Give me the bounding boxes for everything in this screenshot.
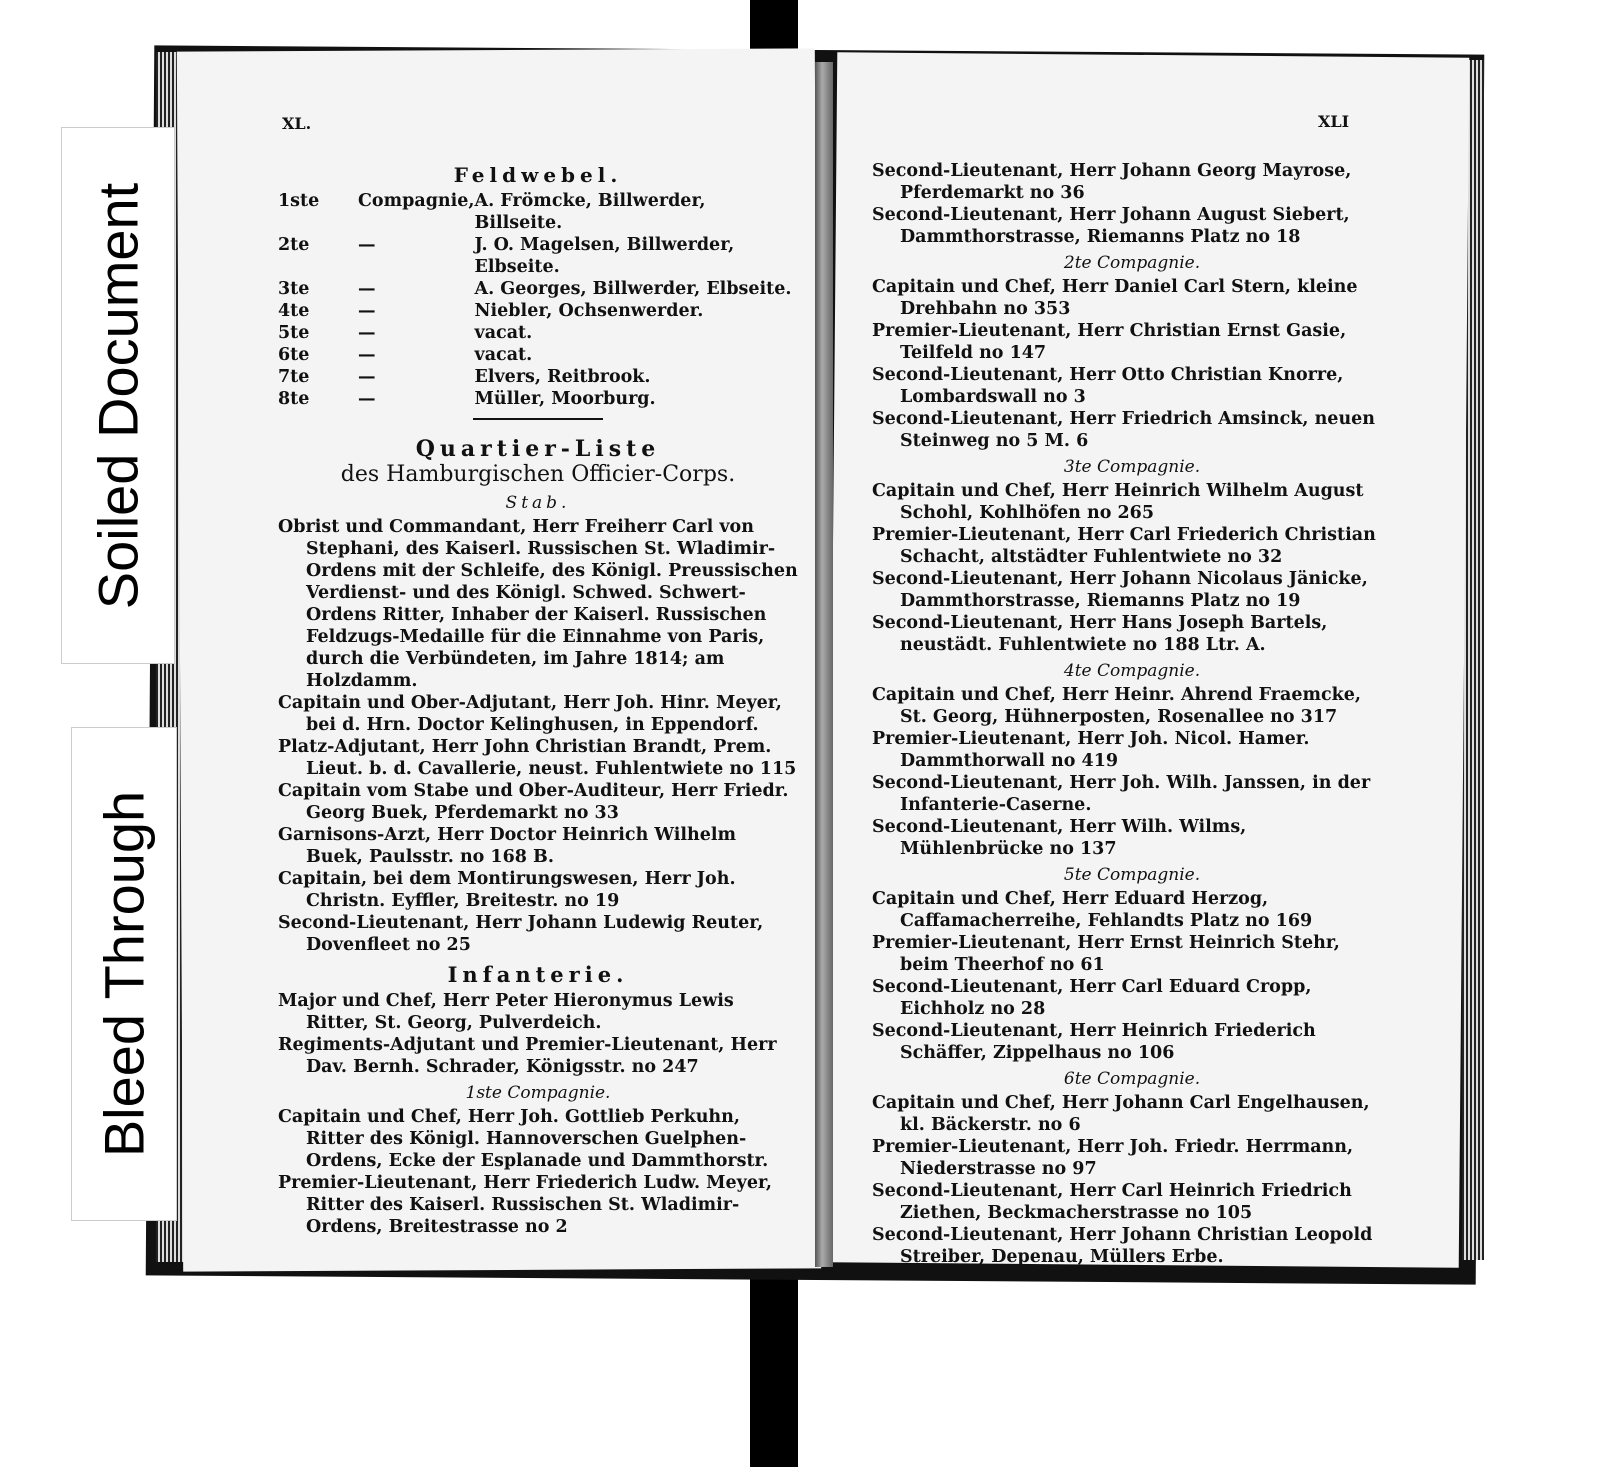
list-item: Premier-Lieutenant, Herr Joh. Nicol. Hamer. Dammthorwall no 419: [872, 729, 1310, 771]
company-4-heading: 4te Compagnie.: [1063, 661, 1201, 681]
list-item: Obrist und Commandant, Herr Freiherr Carl von Stephani, des Kaiserl. Russischen St. Wladimir-Ordens mit der Schleife, des Königl. Preussischen Verdienst- und des Königl. Schwed. Schwert-Ordens Ritter, Inhaber der Kaiserl. Russischen Feldzugs-Medaille für die Einnahme von Paris, durch die Verbündeten, im Jahre 1814; am Holzdamm.: [278, 517, 798, 691]
section-divider: [473, 418, 603, 420]
list-item: Regiments-Adjutant und Premier-Lieutenant, Herr Dav. Bernh. Schrader, Königsstr. no 247: [278, 1035, 777, 1077]
list-item: Capitain und Chef, Herr Joh. Gottlieb Perkuhn, Ritter des Königl. Hannoverschen Guelphen-Ordens, Ecke der Esplanade und Dammthorstr.: [278, 1107, 769, 1171]
table-row: 7te — Elvers, Reitbrook.: [278, 367, 651, 387]
list-item: Major und Chef, Herr Peter Hieronymus Lewis Ritter, St. Georg, Pulverdeich.: [278, 991, 734, 1033]
feldwebel-heading: Feldwebel.: [453, 163, 623, 187]
list-item: Capitain und Ober-Adjutant, Herr Joh. Hinr. Meyer, bei d. Hrn. Doctor Kelinghusen, in Eppendorf.: [278, 693, 782, 735]
list-item: Capitain und Chef, Herr Johann Carl Engelhausen, kl. Bäckerstr. no 6: [872, 1093, 1370, 1135]
list-item: Second-Lieutenant, Herr Friedrich Amsinck, neuen Steinweg no 5 M. 6: [872, 409, 1376, 451]
soiled-document-text: Soiled Document: [86, 182, 150, 609]
right-folio: XLI: [1318, 112, 1350, 131]
company-2-heading: 2te Compagnie.: [1063, 253, 1201, 273]
table-row: 5te — vacat.: [278, 323, 533, 343]
list-item: Premier-Lieutenant, Herr Friederich Ludw. Meyer, Ritter des Kaiserl. Russischen St. Wladimir-Ordens, Breitestrasse no 2: [278, 1173, 773, 1237]
list-item: Capitain vom Stabe und Ober-Auditeur, Herr Friedr. Georg Buek, Pferdemarkt no 33: [278, 781, 789, 823]
quartier-liste-heading: Quartier-Liste: [415, 436, 661, 462]
list-item: Second-Lieutenant, Herr Johann Ludewig Reuter, Dovenfleet no 25: [278, 913, 764, 955]
left-folio: XL.: [282, 114, 312, 133]
list-item: Capitain und Chef, Herr Heinrich Wilhelm August Schohl, Kohlhöfen no 265: [872, 481, 1364, 523]
right-page-text: [872, 160, 1392, 1268]
feldwebel-table: [278, 190, 798, 410]
list-item: Garnisons-Arzt, Herr Doctor Heinrich Wilhelm Buek, Paulsstr. no 168 B.: [278, 825, 737, 867]
list-item: Platz-Adjutant, Herr John Christian Brandt, Prem. Lieut. b. d. Cavallerie, neust. Fuhlentwiete no 115: [278, 737, 797, 779]
list-item: Second-Lieutenant, Herr Carl Heinrich Friedrich Ziethen, Beckmacherstrasse no 105: [872, 1181, 1352, 1223]
table-row: 1ste Compagnie, A. Frömcke, Billwerder, Billseite.: [278, 191, 706, 233]
list-item: Premier-Lieutenant, Herr Carl Friederich Christian Schacht, altstädter Fuhlentwiete no 32: [872, 525, 1376, 567]
table-row: 4te — Niebler, Ochsenwerder.: [278, 301, 704, 321]
list-item: Second-Lieutenant, Herr Otto Christian Knorre, Lombardswall no 3: [872, 365, 1344, 407]
bleed-through-label: [72, 728, 176, 1220]
list-item: Second-Lieutenant, Herr Heinrich Friederich Schäffer, Zippelhaus no 106: [872, 1021, 1316, 1063]
table-row: 3te — A. Georges, Billwerder, Elbseite.: [278, 279, 792, 299]
stab-heading: Stab.: [505, 493, 571, 513]
list-item: Second-Lieutenant, Herr Johann Georg Mayrose, Pferdemarkt no 36: [872, 161, 1352, 203]
list-item: Premier-Lieutenant, Herr Christian Ernst Gasie, Teilfeld no 147: [872, 321, 1347, 363]
company-3-heading: 3te Compagnie.: [1063, 457, 1201, 477]
company-6-heading: 6te Compagnie.: [1063, 1069, 1201, 1089]
list-item: Capitain, bei dem Montirungswesen, Herr Joh. Christn. Eyffler, Breitestr. no 19: [278, 869, 736, 911]
list-item: Capitain und Chef, Herr Daniel Carl Stern, kleine Drehbahn no 353: [872, 277, 1358, 319]
soiled-document-label: [62, 128, 174, 663]
list-item: Second-Lieutenant, Herr Joh. Wilh. Janssen, in der Infanterie-Caserne.: [872, 773, 1371, 815]
list-item: Second-Lieutenant, Herr Hans Joseph Bartels, neustädt. Fuhlentwiete no 188 Ltr. A.: [872, 613, 1328, 655]
left-page-text: [278, 160, 798, 1238]
quartier-liste-subheading: des Hamburgischen Officier-Corps.: [340, 462, 736, 487]
list-item: Capitain und Chef, Herr Eduard Herzog, Caffamacherreihe, Fehlandts Platz no 169: [872, 889, 1313, 931]
list-item: Second-Lieutenant, Herr Carl Eduard Cropp, Eichholz no 28: [872, 977, 1312, 1019]
binding-strip-bottom: [750, 1262, 798, 1467]
list-item: Second-Lieutenant, Herr Johann August Siebert, Dammthorstrasse, Riemanns Platz no 18: [872, 205, 1350, 247]
list-item: Premier-Lieutenant, Herr Ernst Heinrich Stehr, beim Theerhof no 61: [872, 933, 1340, 975]
bleed-through-text: Bleed Through: [92, 790, 156, 1158]
list-item: Second-Lieutenant, Herr Johann Christian Leopold Streiber, Depenau, Müllers Erbe.: [872, 1225, 1373, 1267]
list-item: Premier-Lieutenant, Herr Joh. Friedr. Herrmann, Niederstrasse no 97: [872, 1137, 1354, 1179]
list-item: Second-Lieutenant, Herr Johann Nicolaus Jänicke, Dammthorstrasse, Riemanns Platz no 19: [872, 569, 1368, 611]
table-row: 6te — vacat.: [278, 345, 533, 365]
table-row: 8te — Müller, Moorburg.: [278, 389, 656, 409]
book-gutter: [815, 62, 833, 1267]
table-row: 2te — J. O. Magelsen, Billwerder, Elbseite.: [278, 235, 735, 277]
company-1-heading: 1ste Compagnie.: [465, 1083, 611, 1103]
company-5-heading: 5te Compagnie.: [1063, 865, 1201, 885]
infanterie-heading: Infanterie.: [447, 962, 629, 987]
list-item: Capitain und Chef, Herr Heinr. Ahrend Fraemcke, St. Georg, Hühnerposten, Rosenallee no 317: [872, 685, 1362, 727]
list-item: Second-Lieutenant, Herr Wilh. Wilms, Mühlenbrücke no 137: [872, 817, 1247, 859]
